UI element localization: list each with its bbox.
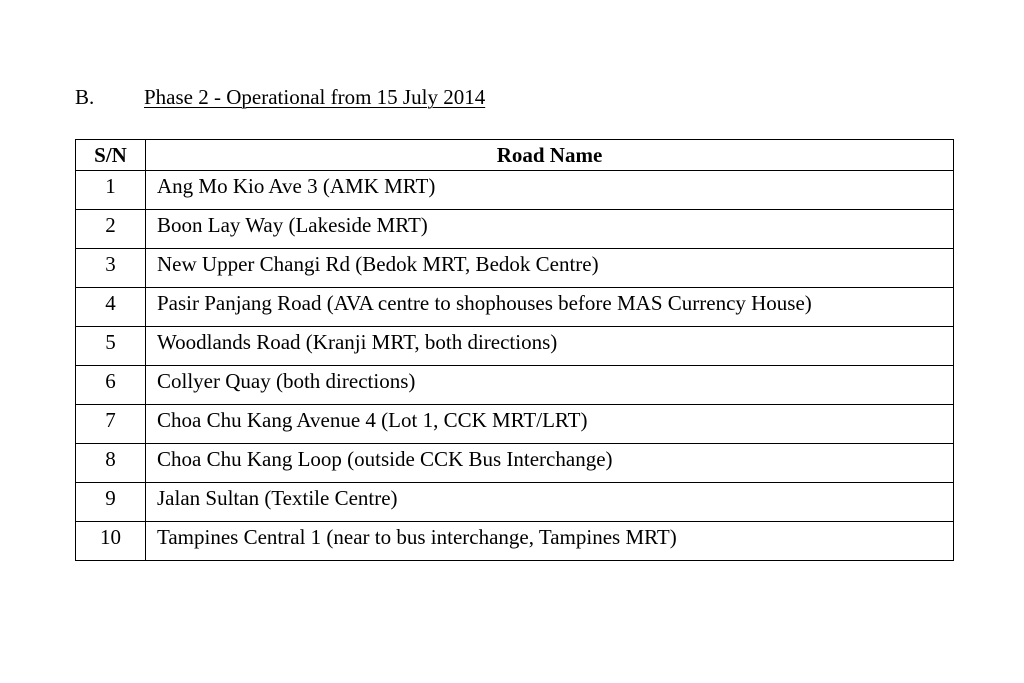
header-road-name: Road Name (146, 140, 954, 171)
table-row (76, 249, 954, 288)
row-road-name: Collyer Quay (both directions) (146, 366, 954, 405)
table-row (76, 327, 954, 366)
table-row (76, 210, 954, 249)
row-road-name: Pasir Panjang Road (AVA centre to shophouses before MAS Currency House) (146, 288, 954, 327)
table-row (76, 522, 954, 561)
header-sn: S/N (76, 140, 146, 171)
table-row (76, 171, 954, 210)
row-sn: 2 (76, 210, 146, 249)
row-road-name: Choa Chu Kang Avenue 4 (Lot 1, CCK MRT/LRT) (146, 405, 954, 444)
row-sn: 9 (76, 483, 146, 522)
section-title: Phase 2 - Operational from 15 July 2014 (144, 85, 486, 109)
section-letter: B. (75, 85, 95, 109)
row-sn: 6 (76, 366, 146, 405)
row-sn: 8 (76, 444, 146, 483)
row-road-name: Boon Lay Way (Lakeside MRT) (146, 210, 954, 249)
table-header-row (76, 140, 954, 171)
row-road-name: Choa Chu Kang Loop (outside CCK Bus Interchange) (146, 444, 954, 483)
row-road-name: Woodlands Road (Kranji MRT, both directions) (146, 327, 954, 366)
row-sn: 3 (76, 249, 146, 288)
row-road-name: Ang Mo Kio Ave 3 (AMK MRT) (146, 171, 954, 210)
table-row (76, 405, 954, 444)
row-sn: 4 (76, 288, 146, 327)
row-sn: 10 (76, 522, 146, 561)
road-table (75, 139, 954, 561)
table-row (76, 288, 954, 327)
row-sn: 7 (76, 405, 146, 444)
section-heading (75, 84, 485, 110)
row-sn: 5 (76, 327, 146, 366)
table-row (76, 366, 954, 405)
table-row (76, 444, 954, 483)
row-road-name: New Upper Changi Rd (Bedok MRT, Bedok Centre) (146, 249, 954, 288)
row-sn: 1 (76, 171, 146, 210)
row-road-name: Jalan Sultan (Textile Centre) (146, 483, 954, 522)
table-row (76, 483, 954, 522)
row-road-name: Tampines Central 1 (near to bus interchange, Tampines MRT) (146, 522, 954, 561)
